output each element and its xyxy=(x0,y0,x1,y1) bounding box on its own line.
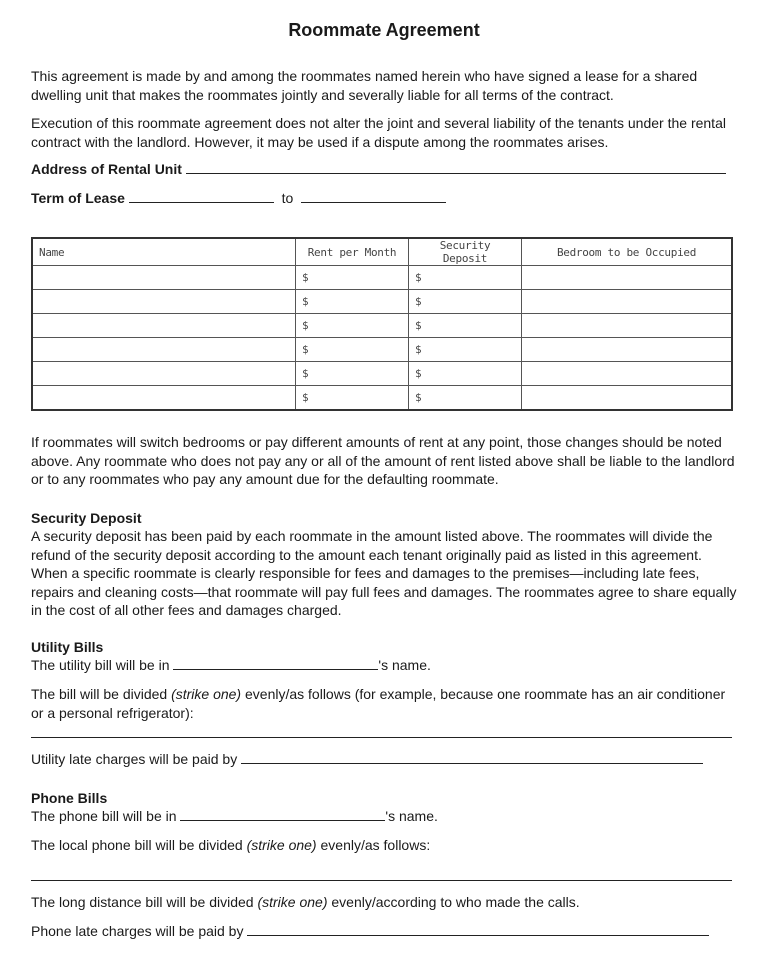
document-title: Roommate Agreement xyxy=(288,20,480,40)
dollar-sign: $ xyxy=(415,391,422,404)
security-paragraph: A security deposit has been paid by each roommate in the amount listed above. The roommates will divide the refund of the security deposit according to the amount each tenant originally paid as listed in this agreement. When a specific roommate is clearly responsible for fees and damages to the premises—including late fees, repairs and cleaning costs—that roommate will pay full fees and damages. The roommates agree to share equally in the cost of all other fees and damages charged. xyxy=(31,528,737,618)
bedroom-cell[interactable] xyxy=(522,266,733,290)
bedroom-cell[interactable] xyxy=(522,290,733,314)
utility-divide-field[interactable] xyxy=(31,737,732,738)
dollar-sign: $ xyxy=(415,295,422,308)
header-deposit: Security Deposit xyxy=(409,238,522,266)
utility-late-field[interactable] xyxy=(241,751,703,764)
security-heading: Security Deposit xyxy=(31,510,142,526)
table-row xyxy=(32,362,732,386)
term-row xyxy=(31,189,737,208)
rent-cell[interactable] xyxy=(296,266,409,290)
phone-long-suffix: evenly/according to who made the calls. xyxy=(331,894,580,910)
dollar-sign: $ xyxy=(302,367,309,380)
utility-strike-note: (strike one) xyxy=(171,686,242,702)
utility-divide-suffix: evenly/as follows (for example, because one roommate has an air conditioner or a personal refrigerator): xyxy=(31,686,726,721)
bedroom-cell[interactable] xyxy=(522,386,733,411)
dollar-sign: $ xyxy=(302,319,309,332)
phone-local-strike-note: (strike one) xyxy=(246,837,317,853)
utility-divide-paragraph xyxy=(31,685,737,722)
rent-cell[interactable] xyxy=(296,362,409,386)
table-header-row xyxy=(32,238,732,266)
utility-heading: Utility Bills xyxy=(31,639,104,655)
roommate-table xyxy=(31,237,733,411)
phone-name-field[interactable] xyxy=(180,808,385,821)
deposit-cell[interactable] xyxy=(409,386,522,411)
phone-name-suffix: 's name. xyxy=(385,808,438,824)
phone-name-row xyxy=(31,807,737,826)
address-field[interactable] xyxy=(186,161,726,174)
rent-cell[interactable] xyxy=(296,290,409,314)
switch-note-paragraph: If roommates will switch bedrooms or pay different amounts of rent at any point, those changes should be noted above. Any roommate who does not pay any or all of the amount of rent listed above shall be liable to the landlord or to any roommates who pay any amount due for the defaulting roommate. xyxy=(31,434,735,487)
utility-name-prefix: The utility bill will be in xyxy=(31,657,170,673)
phone-local-field[interactable] xyxy=(31,880,732,881)
phone-local-row xyxy=(31,836,737,855)
header-bedroom: Bedroom to be Occupied xyxy=(522,238,733,266)
phone-long-prefix: The long distance bill will be divided xyxy=(31,894,254,910)
utility-late-label: Utility late charges will be paid by xyxy=(31,751,238,767)
name-cell[interactable] xyxy=(32,362,296,386)
dollar-sign: $ xyxy=(415,343,422,356)
phone-heading: Phone Bills xyxy=(31,790,108,806)
phone-local-suffix: evenly/as follows: xyxy=(320,837,431,853)
deposit-cell[interactable] xyxy=(409,266,522,290)
phone-local-prefix: The local phone bill will be divided xyxy=(31,837,243,853)
deposit-cell[interactable] xyxy=(409,290,522,314)
deposit-cell[interactable] xyxy=(409,314,522,338)
phone-long-row xyxy=(31,893,737,912)
utility-divide-prefix: The bill will be divided xyxy=(31,686,168,702)
phone-name-prefix: The phone bill will be in xyxy=(31,808,177,824)
dollar-sign: $ xyxy=(415,319,422,332)
table-row xyxy=(32,338,732,362)
intro-paragraph-1: This agreement is made by and among the roommates named herein who have signed a lease for a shared dwelling unit that makes the roommates jointly and severally liable for all terms of the contract. xyxy=(31,68,698,103)
bedroom-cell[interactable] xyxy=(522,362,733,386)
term-label: Term of Lease xyxy=(31,190,125,206)
dollar-sign: $ xyxy=(302,295,309,308)
deposit-cell[interactable] xyxy=(409,338,522,362)
rent-cell[interactable] xyxy=(296,386,409,411)
table-body xyxy=(32,266,732,411)
dollar-sign: $ xyxy=(415,367,422,380)
header-name: Name xyxy=(32,238,296,266)
utility-name-row xyxy=(31,656,737,675)
header-rent: Rent per Month xyxy=(296,238,409,266)
utility-name-suffix: 's name. xyxy=(378,657,431,673)
table-row xyxy=(32,266,732,290)
term-to-label: to xyxy=(281,190,294,206)
address-label: Address of Rental Unit xyxy=(31,161,182,177)
name-cell[interactable] xyxy=(32,266,296,290)
intro-paragraph-2: Execution of this roommate agreement does not alter the joint and several liability of the tenants under the rental contract with the landlord. However, it may be used if a dispute among the roommates arises. xyxy=(31,115,726,150)
address-row xyxy=(31,160,737,179)
rent-cell[interactable] xyxy=(296,338,409,362)
bedroom-cell[interactable] xyxy=(522,314,733,338)
table-row xyxy=(32,290,732,314)
phone-long-strike-note: (strike one) xyxy=(257,894,328,910)
dollar-sign: $ xyxy=(302,343,309,356)
name-cell[interactable] xyxy=(32,290,296,314)
name-cell[interactable] xyxy=(32,314,296,338)
dollar-sign: $ xyxy=(415,271,422,284)
table-row xyxy=(32,386,732,411)
name-cell[interactable] xyxy=(32,338,296,362)
rent-cell[interactable] xyxy=(296,314,409,338)
deposit-cell[interactable] xyxy=(409,362,522,386)
phone-late-row xyxy=(31,922,737,941)
bedroom-cell[interactable] xyxy=(522,338,733,362)
phone-late-field[interactable] xyxy=(247,923,709,936)
name-cell[interactable] xyxy=(32,386,296,411)
dollar-sign: $ xyxy=(302,391,309,404)
table-row xyxy=(32,314,732,338)
term-end-field[interactable] xyxy=(301,190,446,203)
utility-late-row xyxy=(31,750,737,769)
utility-name-field[interactable] xyxy=(173,657,378,670)
term-start-field[interactable] xyxy=(129,190,274,203)
phone-late-label: Phone late charges will be paid by xyxy=(31,923,244,939)
dollar-sign: $ xyxy=(302,271,309,284)
